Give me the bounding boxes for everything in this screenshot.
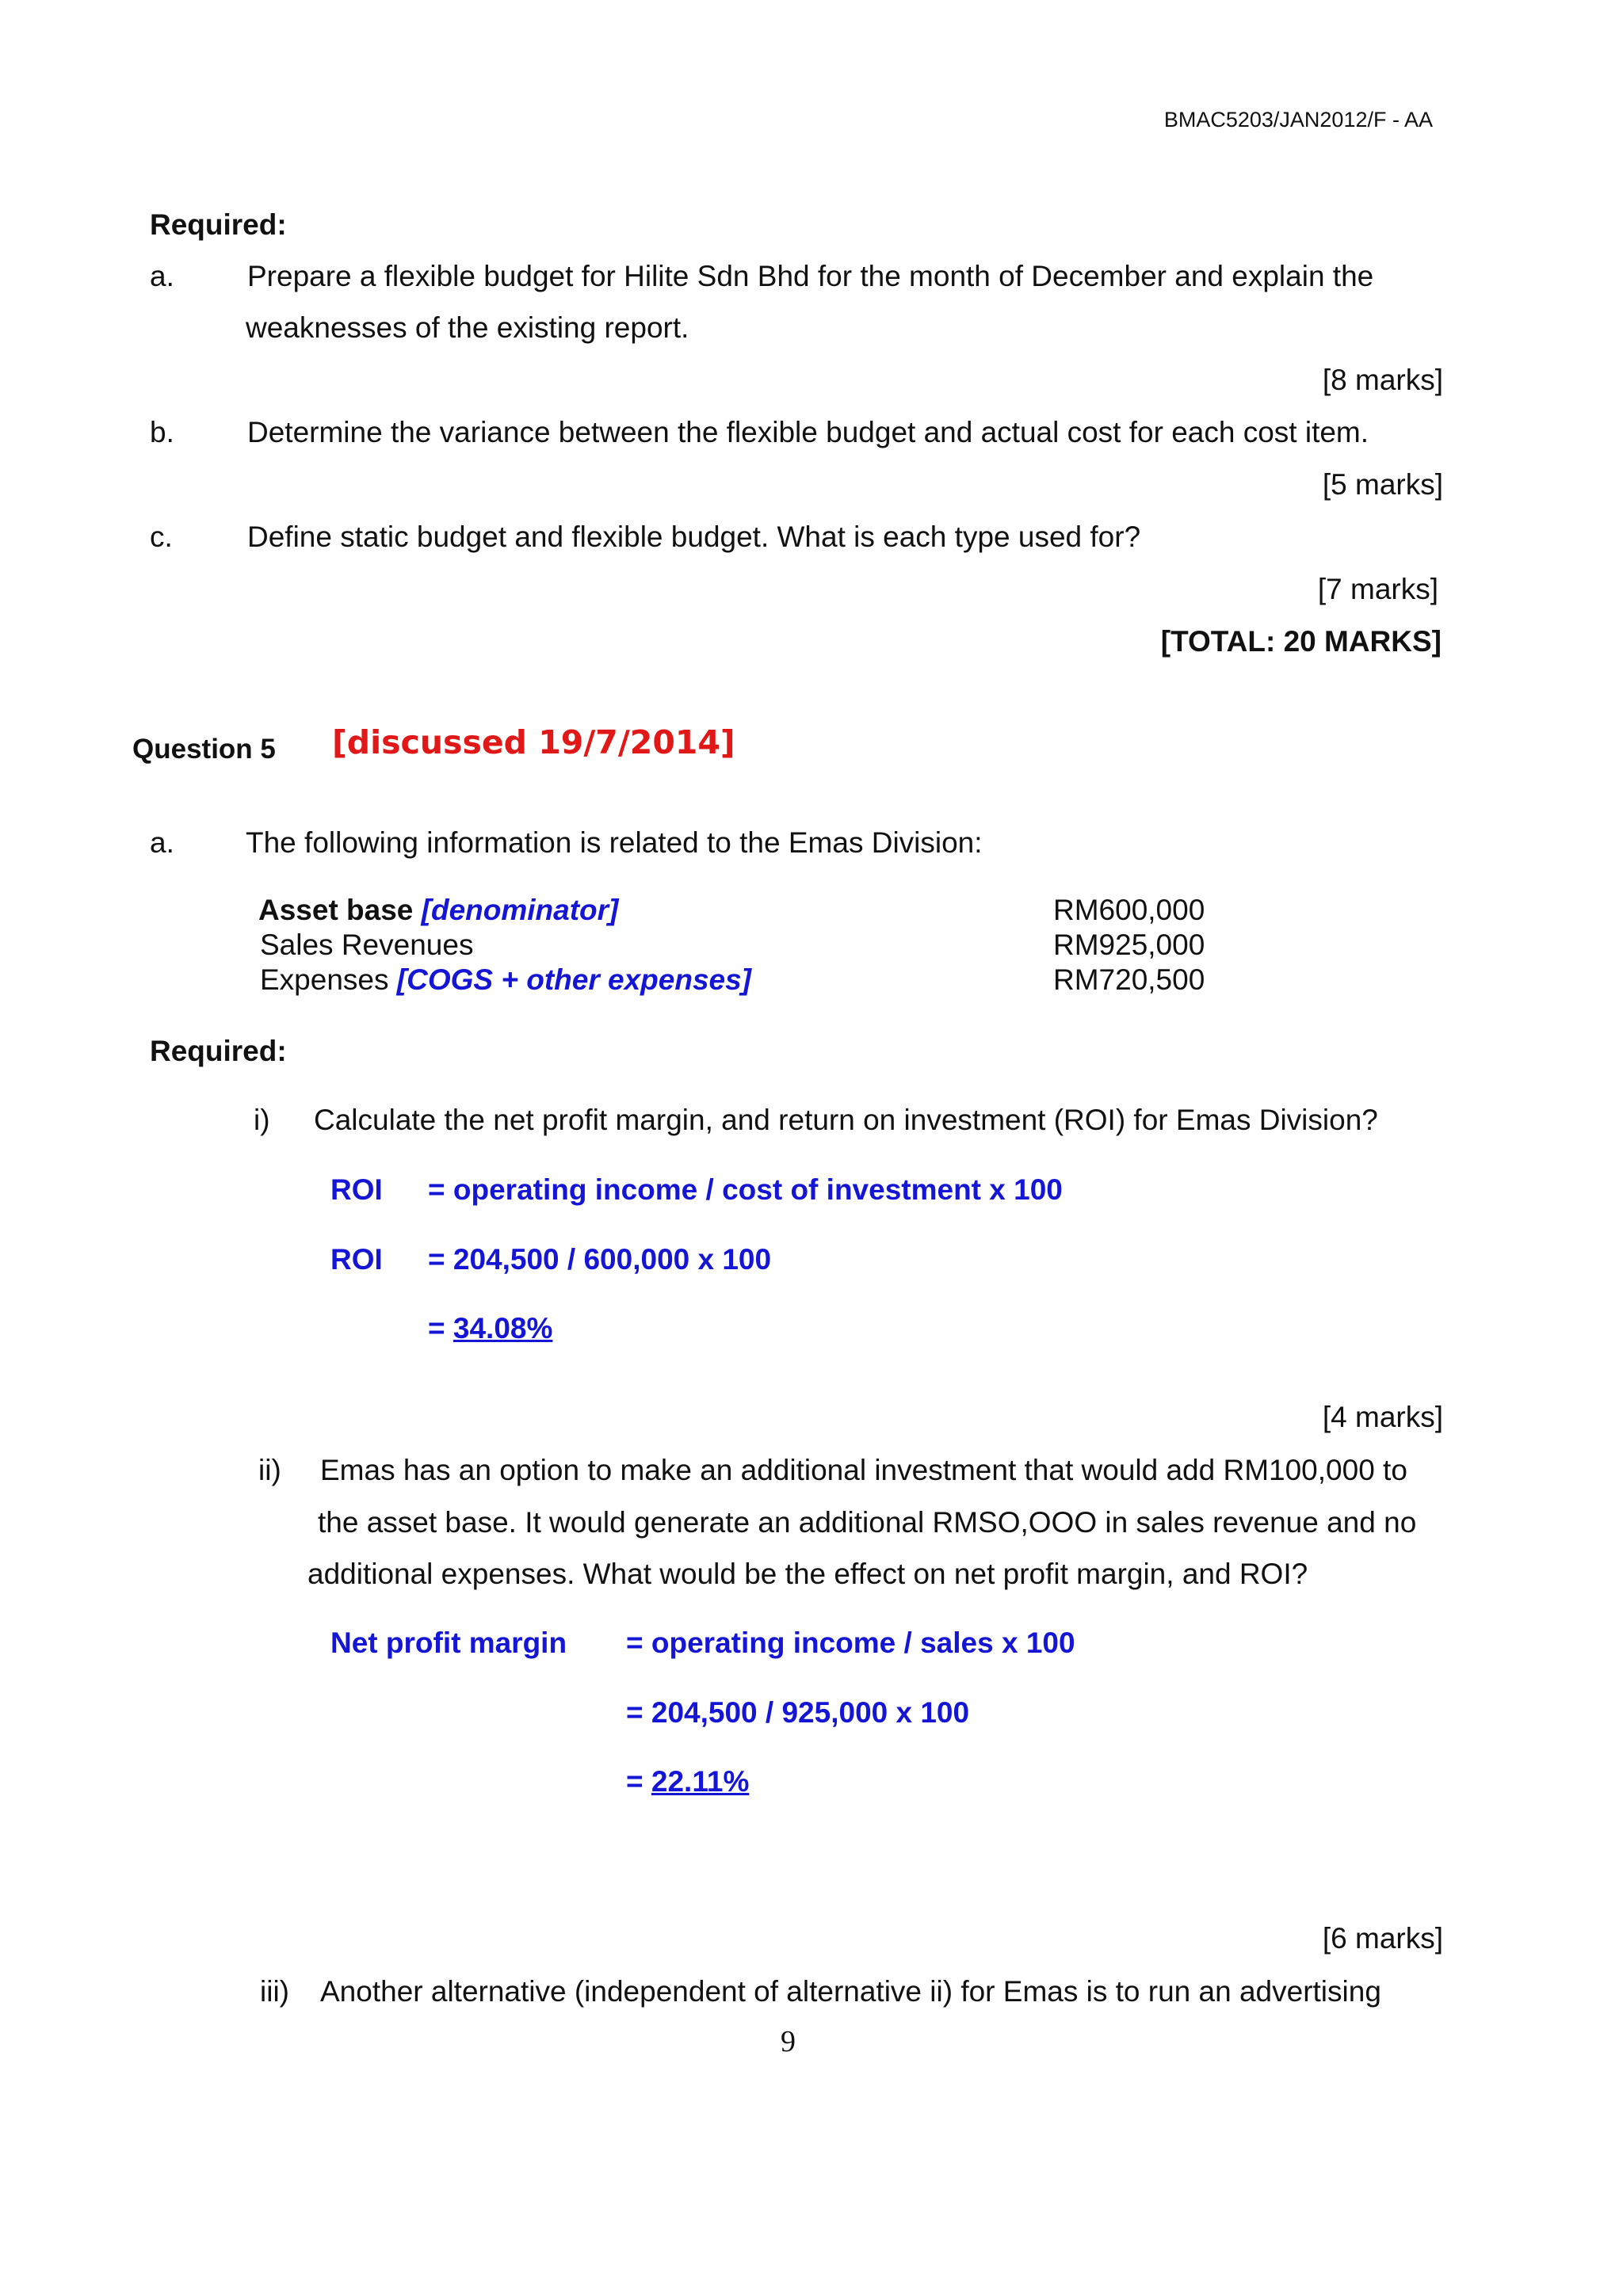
item-c-label: c. <box>150 521 173 553</box>
info-row-expenses <box>260 963 751 997</box>
total-marks: [TOTAL: 20 MARKS] <box>1160 625 1442 658</box>
item-b-marks: [5 marks] <box>1322 468 1443 501</box>
sub-ii-line2: the asset base. It would generate an additional RMSO,OOO in sales revenue and no <box>318 1506 1417 1539</box>
npm-calculation: = 204,500 / 925,000 x 100 <box>626 1696 970 1729</box>
sub-i-label: i) <box>254 1104 270 1136</box>
q5-a-label: a. <box>150 826 174 859</box>
sub-ii-marks: [6 marks] <box>1322 1922 1443 1955</box>
expenses-label: Expenses <box>260 963 389 996</box>
roi-calculation: = 204,500 / 600,000 x 100 <box>428 1243 772 1276</box>
sub-ii-label: ii) <box>258 1454 281 1486</box>
roi-label-2: ROI <box>330 1243 383 1276</box>
required-heading: Required: <box>150 208 287 241</box>
asset-value: RM600,000 <box>1053 894 1205 926</box>
info-row-sales <box>260 928 473 963</box>
expenses-value: RM720,500 <box>1053 963 1205 996</box>
header-code: BMAC5203/JAN2012/F - AA <box>1163 108 1433 132</box>
sub-ii-line1: Emas has an option to make an additional investment that would add RM100,000 to <box>320 1454 1407 1486</box>
roi-formula: = operating income / cost of investment x 100 <box>428 1173 1063 1206</box>
item-a-marks: [8 marks] <box>1322 364 1443 396</box>
npm-formula: = operating income / sales x 100 <box>626 1627 1075 1659</box>
npm-label: Net profit margin <box>330 1627 567 1659</box>
item-c-marks: [7 marks] <box>1317 573 1438 605</box>
sales-label: Sales Revenues <box>260 929 474 961</box>
sub-ii-line3: additional expenses. What would be the effect on net profit margin, and ROI? <box>307 1558 1308 1590</box>
item-a-line1: Prepare a flexible budget for Hilite Sdn Bhd for the month of December and explain the <box>247 260 1374 292</box>
roi-result-line <box>428 1311 552 1346</box>
npm-result: 22.11% <box>651 1765 750 1798</box>
npm-equals: = <box>626 1765 651 1798</box>
asset-note: [denominator] <box>421 894 619 926</box>
q5-a-text: The following information is related to the Emas Division: <box>246 826 983 859</box>
sub-i-marks: [4 marks] <box>1322 1401 1443 1433</box>
item-b-label: b. <box>150 416 174 448</box>
npm-result-line <box>626 1764 749 1799</box>
info-row-asset <box>258 893 618 928</box>
roi-label: ROI <box>330 1173 383 1206</box>
item-a-line2: weaknesses of the existing report. <box>246 311 689 344</box>
sub-iii-text: Another alternative (independent of alternative ii) for Emas is to run an advertising <box>320 1975 1381 2008</box>
q5-required-heading: Required: <box>150 1035 287 1067</box>
asset-label: Asset base <box>258 894 414 926</box>
page-number: 9 <box>781 2025 796 2058</box>
sales-value: RM925,000 <box>1053 929 1205 961</box>
sub-i-text: Calculate the net profit margin, and return on investment (ROI) for Emas Division? <box>314 1104 1378 1136</box>
roi-equals: = <box>428 1312 453 1344</box>
question-title: Question 5 <box>132 734 276 765</box>
discussed-note: [discussed 19/7/2014] <box>332 723 735 761</box>
item-c-text: Define static budget and flexible budget. What is each type used for? <box>247 521 1141 553</box>
roi-result: 34.08% <box>453 1312 553 1344</box>
item-b-text: Determine the variance between the flexible budget and actual cost for each cost item. <box>247 416 1369 448</box>
sub-iii-label: iii) <box>260 1975 289 2008</box>
item-a-label: a. <box>150 260 174 292</box>
expenses-note: [COGS + other expenses] <box>396 963 751 996</box>
